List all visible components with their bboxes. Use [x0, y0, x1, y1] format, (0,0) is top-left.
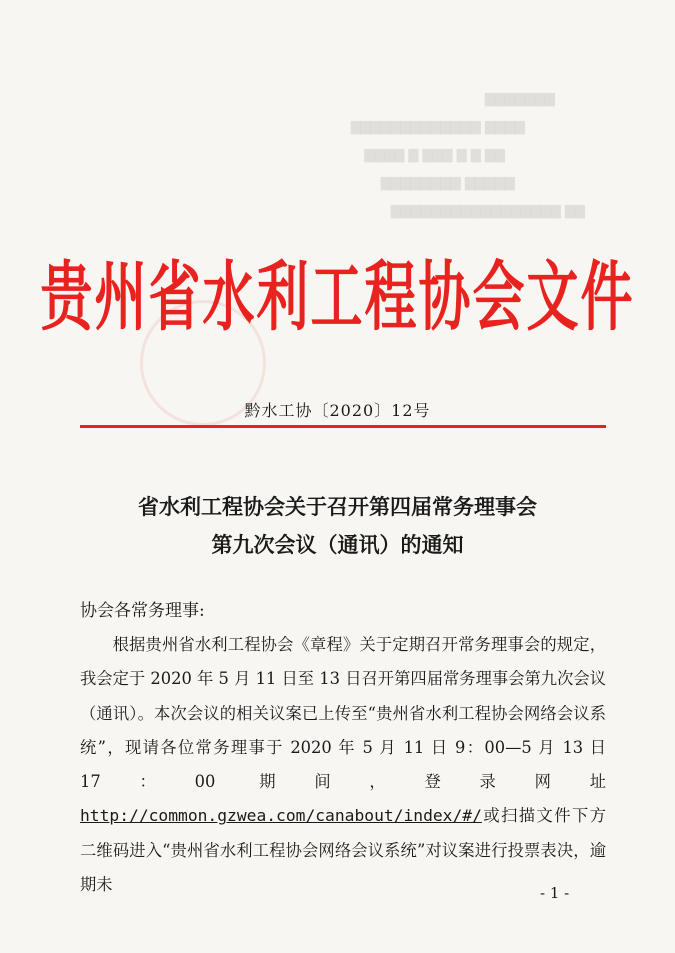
red-divider-line — [80, 425, 606, 428]
body-text-after-link: 或扫描文件下方二维码进入“贵州省水利工程协会网络会议系统”对议案进行投票表决，逾期未 — [80, 806, 606, 895]
page-number: - 1 - — [540, 884, 570, 902]
bleed-through-text: ▇▇▇▇▇▇▇ ▇▇▇▇ ▇▇▇▇▇▇▇▇▇▇▇▇▇ ▇▇ ▇ ▇ ▇▇▇ ▇ ▇▇▇▇ ▇▇▇▇▇ ▇▇▇▇▇▇▇▇ ▇▇ ▇▇▇▇▇▇▇▇▇▇▇▇▇▇▇▇▇ — [350, 92, 585, 219]
salutation: 协会各常务理事: — [80, 601, 205, 621]
body-paragraph — [80, 628, 606, 902]
meeting-system-link[interactable]: http://common.gzwea.com/canabout/index/#/ — [80, 806, 482, 826]
masthead-title: 贵州省水利工程协会文件 — [40, 253, 635, 342]
document-number: 黔水工协〔2020〕12号 — [244, 401, 431, 420]
body-text-before-link: 根据贵州省水利工程协会《章程》关于定期召开常务理事会的规定，我会定于 2020 年 5 月 11 日至 13 日召开第四届常务理事会第九次会议（通讯）。本次会议的相关议案已上传至“贵州省水利工程协会网络会议系统”，现请各位常务理事于 2020 年 5 月 11 日 9：00—5 月 13 日 17：00 期间，登录网址 — [80, 635, 606, 792]
notice-title-line-2: 第九次会议（通讯）的通知 — [211, 533, 464, 557]
notice-title-line-1: 省水利工程协会关于召开第四届常务理事会 — [138, 495, 537, 519]
notice-title — [0, 488, 675, 564]
